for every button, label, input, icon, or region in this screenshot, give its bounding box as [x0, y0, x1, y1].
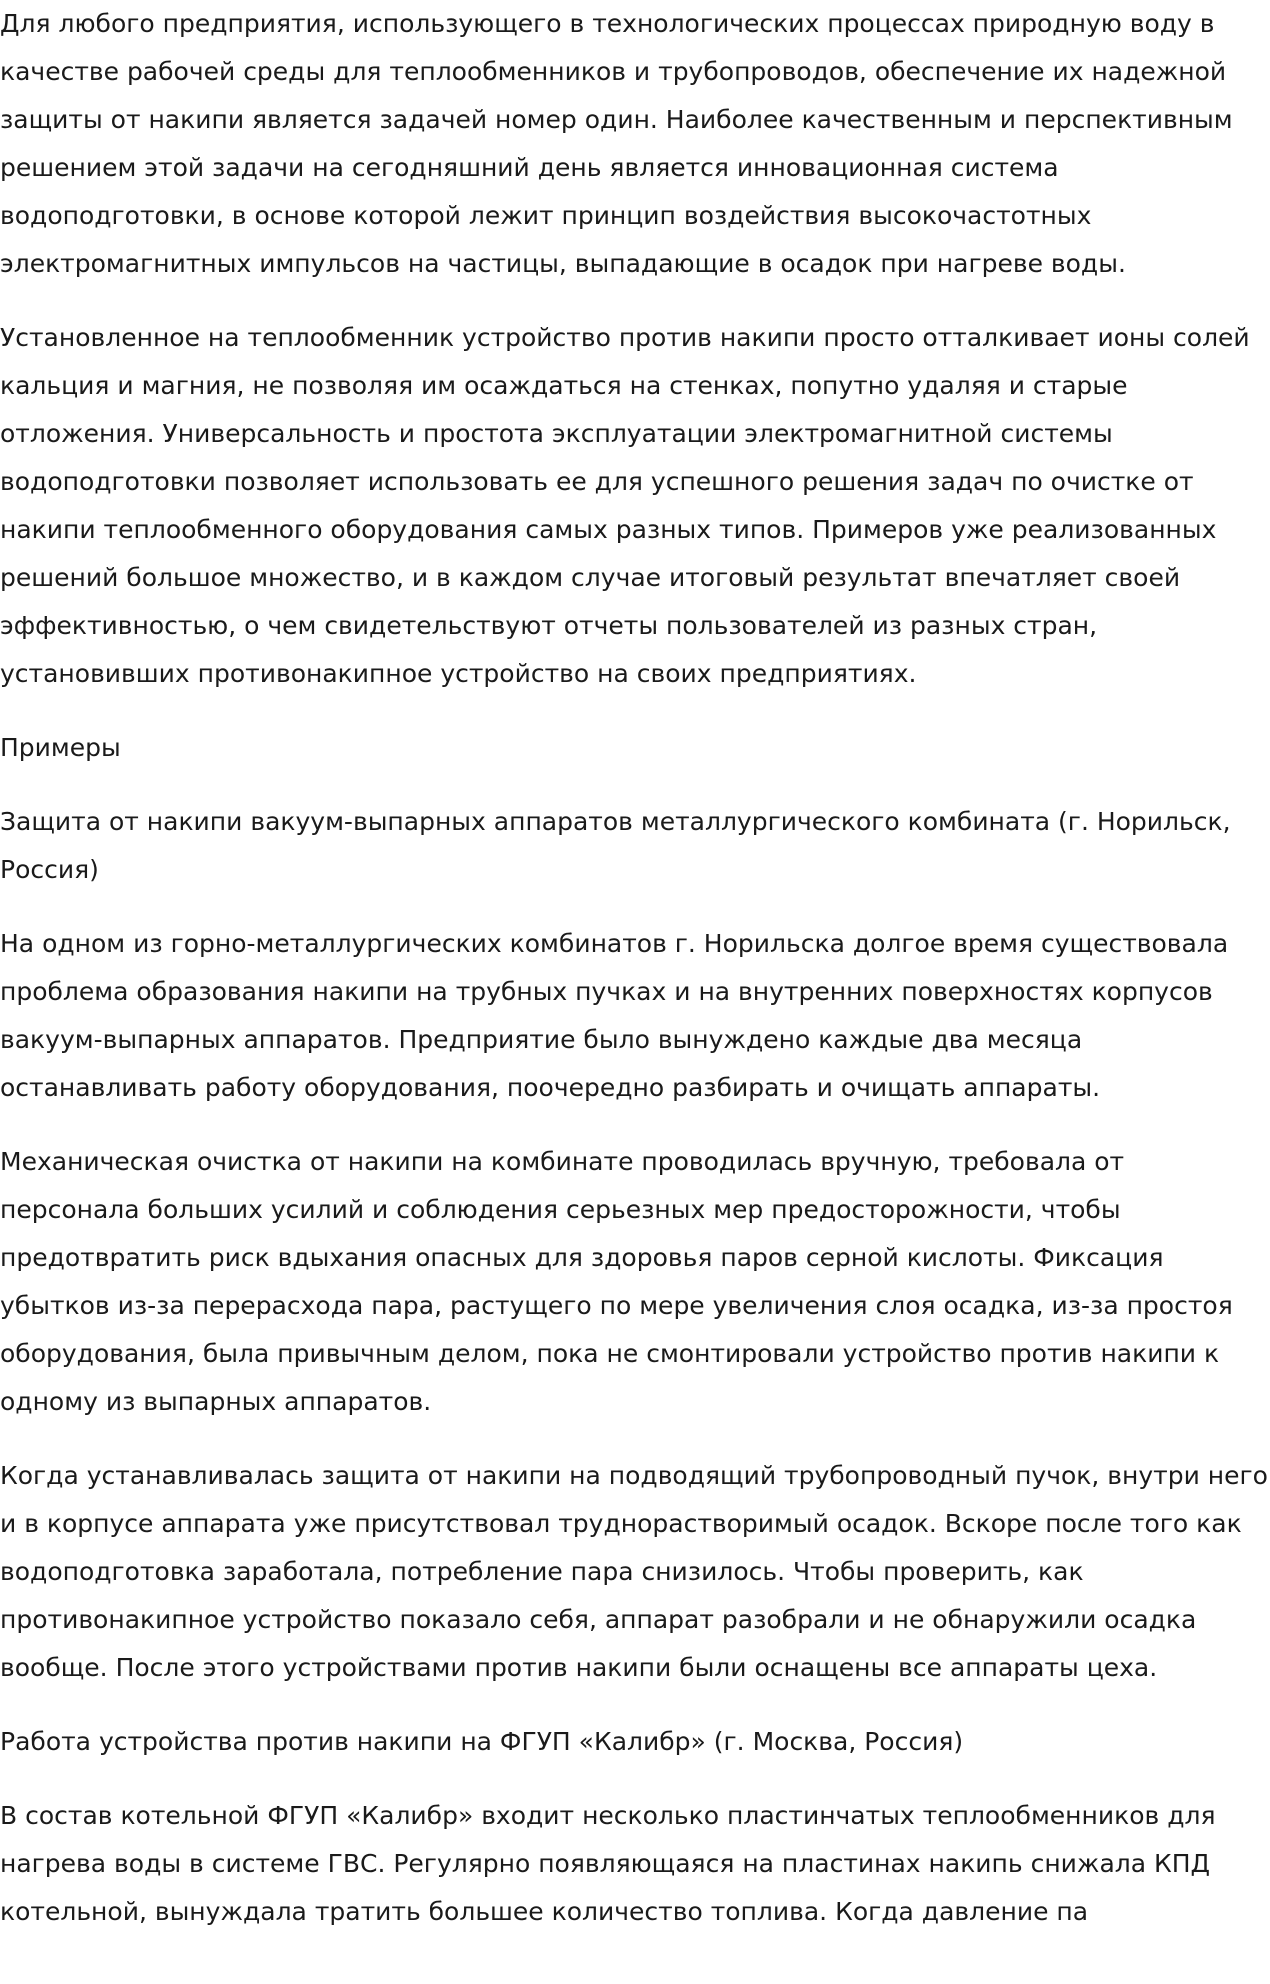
example-kalibr-title: Работа устройства против накипи на ФГУП «Калибр» (г. Москва, Россия) [0, 1727, 964, 1756]
paragraph-norilsk-result: Когда устанавливалась защита от накипи на подводящий трубопроводный пучок, внутри него и в корпусе аппарата уже присутствовал труднорастворимый осадок. Вскоре после того как водоподготовка заработала, потребление пара снизилось. Чтобы проверить, как противонакипное устройство показало себя, аппарат разобрали и не обнаружили осадка вообще. После этого устройствами против накипи были оснащены все аппараты цеха. [0, 1461, 1268, 1682]
examples-heading: Примеры [0, 733, 121, 762]
example-norilsk-title: Защита от накипи вакуум-выпарных аппаратов металлургического комбината (г. Норильск, Россия) [0, 807, 1231, 884]
paragraph-kalibr-description: В состав котельной ФГУП «Калибр» входит несколько пластинчатых теплообменников для нагрева воды в системе ГВС. Регулярно появляющаяся на пластинах накипь снижала КПД котельной, вынуждала тратить большее количество топлива. Когда давление па [0, 1801, 1216, 1926]
paragraph-intro: Для любого предприятия, использующего в технологических процессах природную воду в качестве рабочей среды для теплообменников и трубопроводов, обеспечение их надежной защиты от накипи является задачей номер один. Наиболее качественным и перспективным решением этой задачи на сегодняшний день является инновационная система водоподготовки, в основе которой лежит принцип воздействия высокочастотных электромагнитных импульсов на частицы, выпадающие в осадок при нагреве воды. [0, 9, 1233, 278]
paragraph-norilsk-cleaning: Механическая очистка от накипи на комбинате проводилась вручную, требовала от персонала больших усилий и соблюдения серьезных мер предосторожности, чтобы предотвратить риск вдыхания опасных для здоровья паров серной кислоты. Фиксация убытков из-за перерасхода пара, растущего по мере увеличения слоя осадка, из-за простоя оборудования, была привычным делом, пока не смонтировали устройство против накипи к одному из выпарных аппаратов. [0, 1147, 1233, 1416]
paragraph-device-description: Установленное на теплообменник устройство против накипи просто отталкивает ионы солей кальция и магния, не позволяя им осаждаться на стенках, попутно удаляя и старые отложения. Универсальность и простота эксплуатации электромагнитной системы водоподготовки позволяет использовать ее для успешного решения задач по очистке от накипи теплообменного оборудования самых разных типов. Примеров уже реализованных решений большое множество, и в каждом случае итоговый результат впечатляет своей эффективностью, о чем свидетельствуют отчеты пользователей из разных стран, установивших противонакипное устройство на своих предприятиях. [0, 323, 1250, 688]
paragraph-norilsk-problem: На одном из горно-металлургических комбинатов г. Норильска долгое время существовала проблема образования накипи на трубных пучках и на внутренних поверхностях корпусов вакуум-выпарных аппаратов. Предприятие было вынуждено каждые два месяца останавливать работу оборудования, поочередно разбирать и очищать аппараты. [0, 929, 1229, 1102]
